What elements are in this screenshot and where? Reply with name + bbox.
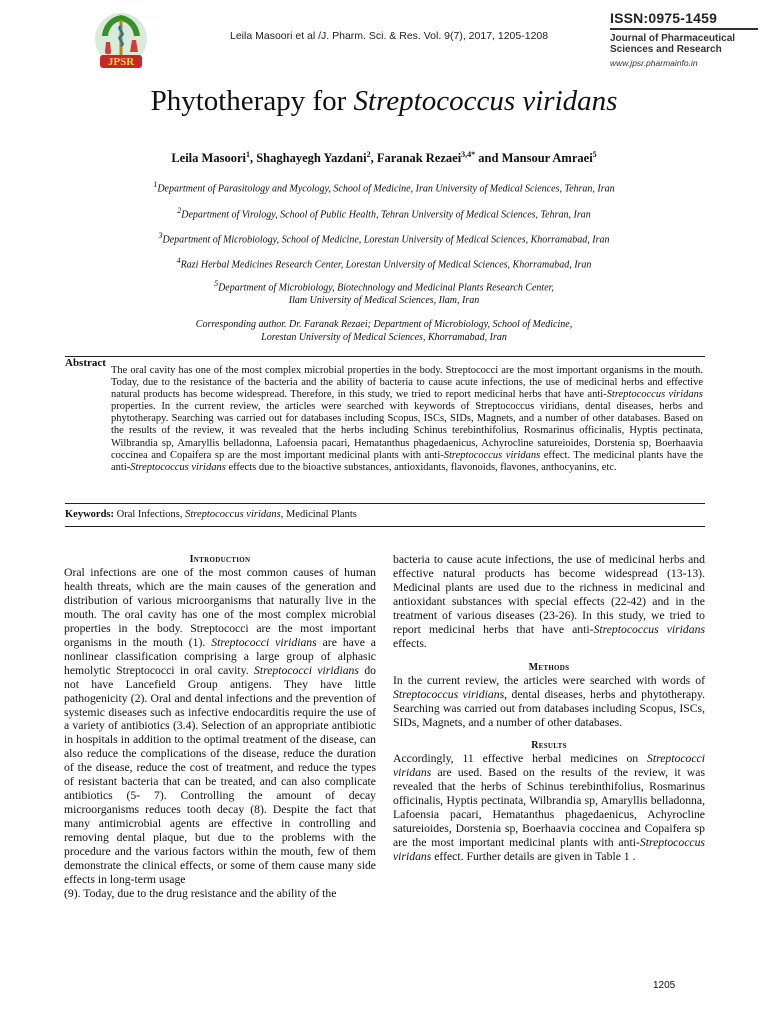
introduction-heading: Introduction [189,554,251,565]
affil-text: Department of Parasitology and Mycology, School of Medicine, Iran University of Medical Sciences, Tehran, Iran [157,183,615,195]
right-text: effects. [393,636,427,650]
abstract-text: effect. The medicinal plants have the anti- [111,449,703,473]
results-text: Accordingly, 11 effective herbal medicines on [393,752,648,766]
right-italic: Streptococcus viridans [593,622,706,636]
left-column [64,553,376,901]
affiliation-3 [0,229,768,246]
affil-text: Department of Microbiology, School of Medicine, Lorestan University of Medical Sciences, Khorramabad, Iran [162,234,610,246]
author-sup: 3,4* [461,150,476,159]
page-number: 1205 [653,980,676,991]
affil-sup: 5 [214,279,219,288]
abstract-top-rule [65,356,705,357]
results-italic: Streptococcus viridans [393,836,705,864]
issn: ISSN:0975-1459 [610,10,718,26]
results-text: are used. Based on the results of the review, it was revealed that the herbs of Schinus terebinthifolius, Rosmarinus officinalis, Hyptis pectinata, Wilbrandia sp, Amaryllis belladonna, Lafoensia pacari, Hematanthus phagedaenicus, Achyrocline satureioides, Dorstenia sp, Boerhaavia coccinea and Copaifera sp are the most important medicinal plants with anti- [393,766,705,850]
keywords-rule [65,526,705,527]
masthead-rule [610,28,758,30]
journal-logo [88,8,154,74]
results-heading: Results [531,740,567,752]
intro-last-line: (9). Today, due to the drug resistance and the ability of the [64,886,337,900]
journal-name-line1: Journal of Pharmaceutical [610,33,736,44]
svg-text:JPSR: JPSR [107,56,135,68]
keyword-italic: Streptococcus viridans [185,509,281,520]
methods-paragraph [393,674,705,730]
journal-name-line2: Sciences and Research [610,44,722,55]
affil-sup: 1 [153,180,158,189]
abstract-body [111,365,703,474]
title-italic: Streptococcus viridans [353,85,618,117]
author-sep: and [475,151,502,166]
affiliation-1 [0,178,768,195]
keywords [65,509,357,520]
author-list [0,150,768,166]
author-sup: 2 [366,150,371,159]
keywords-label: Keywords: [65,509,114,520]
intro-continued [393,553,705,651]
abstract-heading: Abstract [65,357,106,369]
citation-line: Leila Masoori et al /J. Pharm. Sci. & Res. Vol. 9(7), 2017, 1205-1208 [230,30,549,42]
results-text: effect. Further details are given in Table 1 . [431,850,636,864]
intro-italic: Streptococci viridians [254,663,359,677]
abstract-italic: Streptococcus viridans [606,389,703,401]
right-column [393,553,705,864]
affil-text: Department of Microbiology, Biotechnology and Medicinal Plants Research Center, [218,282,554,294]
affiliation-5 [0,277,768,307]
methods-heading: Methods [528,661,570,673]
intro-italic: Streptococci viridians [211,635,317,649]
affil-sup: 2 [177,206,182,215]
intro-text: are have a nonlinear classification comprising a large group of alphasic hemolytic Streptococci in oral cavity. [64,635,376,677]
corr-line2: Lorestan University of Medical Sciences, Khorramabad, Iran [261,332,507,343]
results-italic: Streptococci viridans [393,752,705,780]
intro-text: Oral infections are one of the most common causes of human health threats, which are the main causes of the generation and distribution of various microorganisms that naturally live in the mouth. The oral cavity has one of the most complex microbial properties in the body. Streptococci are the most important organisms in the mouth (1). [64,566,376,649]
affil-sup: 3 [158,231,163,240]
keyword-text: , Medicinal Plants [280,509,357,520]
author-sep: , [249,151,257,166]
affil-text: Ilam University of Medical Sciences, Ilam, Iran [288,295,480,307]
affil-text: Razi Herbal Medicines Research Center, Lorestan University of Medical Sciences, Khorramabad, Iran [180,259,592,271]
methods-italic: Streptococcus viridians [393,687,505,701]
intro-text: do not have Lancefield Group antigens. They have little pathogenicity (2). Oral and dental infections and the prevention of systemic diseases such as infective endocarditis require the use of a variety of antibiotics (3.4). Selection of an appropriate antibiotic in hospitals in addition to the optimal treatment of the disease, can also reduce the complications of the disease, reduce the duration of the disease, reduce the cost of treatment, and reduce the types of resistant bacteria that can be treated, and can also complicate antibiotics (5- 7). Controlling the amount of decay microorganisms reduces tooth decay (8). Despite the fact that many antimicrobial agents are effective in controlling and removing dental plaque, but due to the problems with the procedure and the various factors within the mouth, few of them demonstrate the clinical effects, or some of them cause many side effects in long-term usage [64,663,376,886]
corresponding-author [0,318,768,344]
author-name: Mansour Amraei [501,151,593,166]
results-paragraph [393,752,705,864]
intro-paragraph [64,566,376,887]
abstract-italic: Streptococcus viridans [130,461,226,473]
author-name: Shaghayegh Yazdani [256,151,367,166]
title-prefix: Phytotherapy for [150,85,354,117]
affil-text: Department of Virology, School of Public Health, Tehran University of Medical Sciences, Tehran, Iran [181,209,591,221]
author-sep: , [370,151,377,166]
methods-text: , dental diseases, herbs and phytotherapy. Searching was carried out from databases including Scopus, ISCs, SIDs, Magnets, and a number of other databases. [393,687,706,729]
abstract-text: properties. In the current review, the articles were searched with keywords of Streptococcus viridians, dental diseases, herbs and phytotherapy. Searching was carried out for databases including Scopus, ISCs, SIDs, Magnets, and a number of other databases. Based on the results of the review, it was revealed that the herbs including Schinus terebinthifolius, Rosmarinus officinalis, Hyptis pectinata, Wilbrandia sp, Amaryllis belladonna, Lafoensia pacari, Hematanthus phagedaenicus, Achyrocline satureioides, Dorstenia sp, Boerhaavia coccinea and Copaifera sp are the most important medicinal plants with anti- [111,401,703,461]
author-name: Faranak Rezaei [376,151,462,166]
keyword-text: Oral Infections, [114,509,186,520]
abstract-italic: Streptococcus viridans [443,449,541,461]
abstract-text: The oral cavity has one of the most complex microbial properties in the body. Streptococci are the most important organisms in the mouth. Today, due to the resistance of the bacteria and the ability of bacteria to cause acute infections, the use of medicinal herbs and effective natural products has become widespread. Therefore, in this study, we tried to report medicinal herbs that have anti- [111,365,703,401]
affiliation-2 [0,204,768,221]
corr-line1: Corresponding author. Dr. Faranak Rezaei; Department of Microbiology, School of Medicine, [195,319,573,330]
affil-sup: 4 [176,256,181,265]
author-sup: 1 [245,150,250,159]
right-text: bacteria to cause acute infections, the use of medicinal herbs and effective natural products has become widespread (13-13). Medicinal plants are used due to the richness in medicinal and antioxidant substances with special effects (22-42) and in the treatment of various diseases (23-26). In this study, we tried to report medicinal herbs that have anti- [393,553,705,636]
affiliation-4 [0,254,768,271]
methods-text: In the current review, the articles were searched with words of [393,673,705,687]
author-sup: 5 [592,150,597,159]
journal-url[interactable]: www.jpsr.pharmainfo.in [610,58,698,68]
author-name: Leila Masoori [171,151,246,166]
article-title [0,85,768,118]
abstract-text: effects due to the bioactive substances, antioxidants, flavonoids, flavones, anthocyanins, etc. [225,461,617,473]
abstract-bottom-rule [65,503,705,504]
journal-masthead [610,10,758,68]
